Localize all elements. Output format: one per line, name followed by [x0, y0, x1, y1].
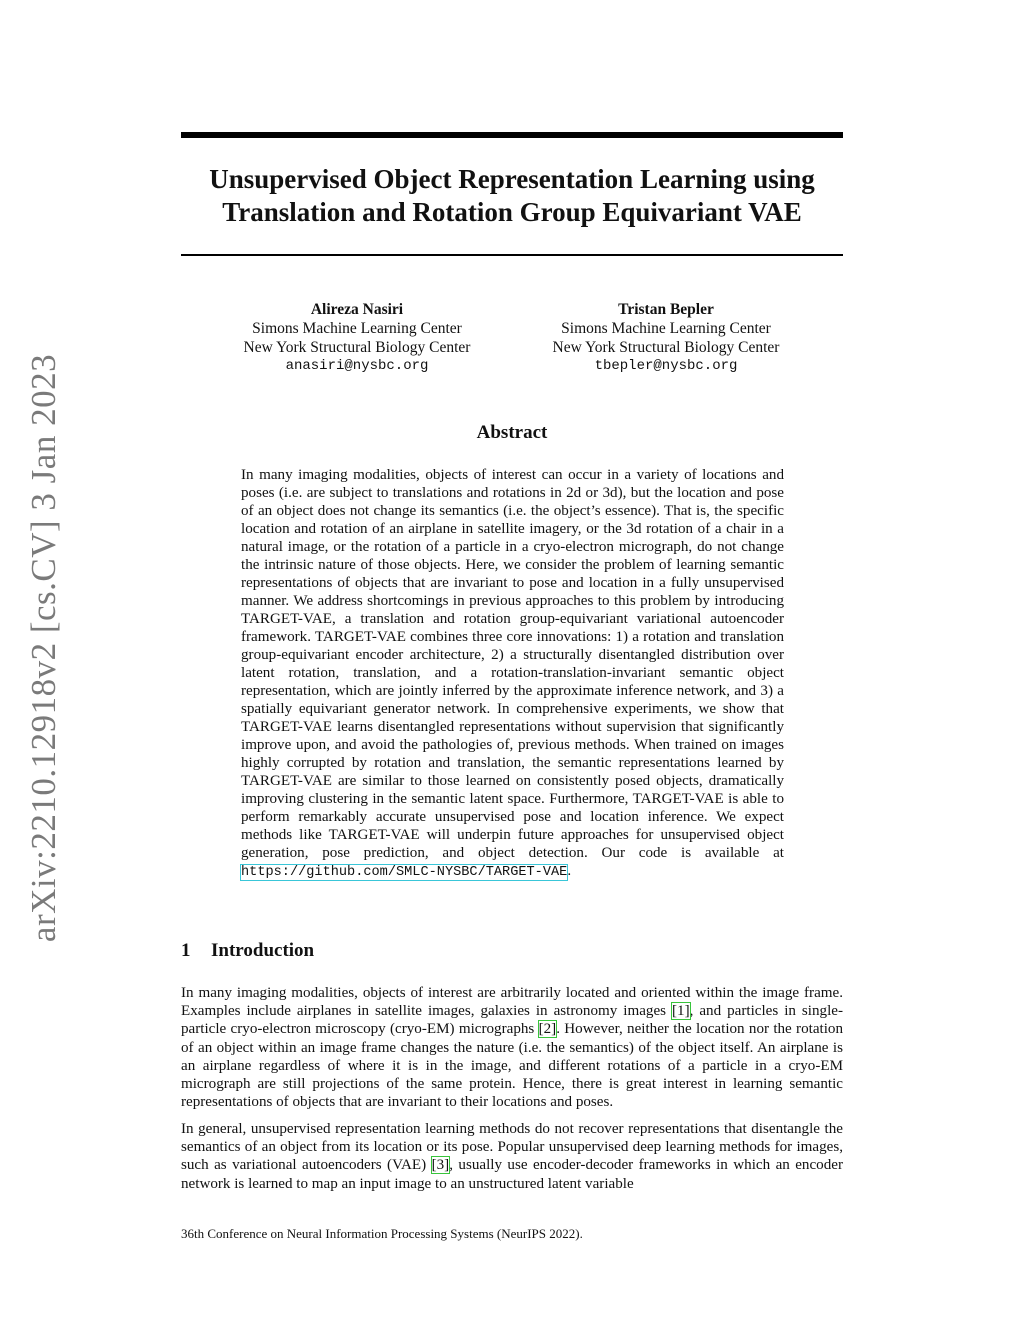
abstract-body [241, 466, 784, 882]
author-email[interactable]: anasiri@nysbc.org [285, 358, 429, 374]
intro-text: , and particles in single-particle cryo-electron microscopy (cryo-EM) micrographs [181, 1003, 843, 1038]
author-name: Tristan Bepler [618, 301, 714, 318]
intro-text: In general, unsupervised representation learning methods do not recover representations that disentangle the semantics of an object from its location or its pose. Popular unsupervised deep learning methods for images, such as variational autoencoders (VAE) [181, 1121, 843, 1174]
author-affiliation: New York Structural Biology Center [552, 339, 780, 356]
author-block [516, 300, 816, 376]
author-email[interactable]: tbepler@nysbc.org [594, 358, 738, 374]
section-number: 1 [181, 940, 191, 961]
intro-text: . However, neither the location nor the rotation of an object within an image frame changes the nature (i.e. the semantics) of the object itself. An airplane is an airplane regardless of where it is in the image, and different rotations of a particle in a cryo-EM micrograph are still projections of the same protein. Hence, there is great interest in learning semantic representations of objects that are invariant to their locations and poses. [181, 1021, 843, 1111]
author-affiliation: Simons Machine Learning Center [252, 320, 462, 337]
citation-link[interactable]: [3] [431, 1157, 450, 1174]
abstract-text: In many imaging modalities, objects of interest can occur in a variety of locations and poses (i.e. are subject to translations and rotations in 2d or 3d), but the location and pose of an object does not change its semantics (i.e. the object’s essence). That is, the specific location and rotation of an airplane in satellite imagery, or the 3d rotation of a chair in a natural image, or the rotation of a particle in a cryo-electron micrograph, do not change the intrinsic nature of those objects. Here, we consider the problem of learning semantic representations of objects that are invariant to pose and location in a fully unsupervised manner. We address shortcomings in previous approaches to this problem by introducing TARGET-VAE, a translation and rotation group-equivariant variational autoencoder framework. TARGET-VAE combines three core innovations: 1) a rotation and translation group-equivariant encoder architecture, 2) a structurally disentangled distribution over latent rotation, translation, and a rotation-translation-invariant semantic object representation, which are jointly inferred by the approximate inference network, and 3) a spatially equivariant generator network. In comprehensive experiments, we show that TARGET-VAE learns disentangled representations without supervision that significantly improve upon, and avoid the pathologies of, previous methods. When trained on images highly corrupted by rotation and translation, the semantic representations learned by TARGET-VAE are similar to those learned on consistently posed objects, dramatically improving clustering in the semantic latent space. Furthermore, TARGET-VAE is able to perform remarkably accurate unsupervised pose and location inference. We expect methods like TARGET-VAE will underpin future approaches for unsupervised object generation, pose prediction, and object detection. Our code is available at [241, 467, 784, 861]
code-link[interactable]: https://github.com/SMLC-NYSBC/TARGET-VAE [241, 865, 568, 880]
author-name: Alireza Nasiri [310, 301, 404, 318]
abstract-end: . [567, 863, 572, 879]
author-block [207, 300, 507, 376]
paper-title: Unsupervised Object Representation Learning using Translation and Rotation Group Equivariant VAE [209, 164, 815, 227]
citation-link[interactable]: [2] [538, 1021, 557, 1038]
author-affiliation: Simons Machine Learning Center [561, 320, 771, 337]
abstract-heading: Abstract [476, 422, 548, 443]
title-bottom-rule [181, 254, 843, 256]
arxiv-identifier: arXiv:2210.12918v2 [cs.CV] 3 Jan 2023 [24, 353, 63, 943]
intro-text: , usually use encoder-decoder frameworks in which an encoder network is learned to map an input image to an unstructured latent variable [181, 1157, 843, 1192]
citation-link[interactable]: [1] [672, 1003, 690, 1020]
section-heading [181, 940, 314, 962]
section-title: Introduction [211, 940, 315, 961]
author-affiliation: New York Structural Biology Center [243, 339, 471, 356]
intro-paragraph [181, 1120, 843, 1193]
title-top-rule [181, 132, 843, 138]
conference-footer: 36th Conference on Neural Information Processing Systems (NeurIPS 2022). [181, 1226, 583, 1241]
intro-text: In many imaging modalities, objects of interest are arbitrarily located and oriented within the image frame. Examples include airplanes in satellite images, galaxies in astronomy images [181, 985, 843, 1020]
intro-paragraph [181, 984, 843, 1111]
